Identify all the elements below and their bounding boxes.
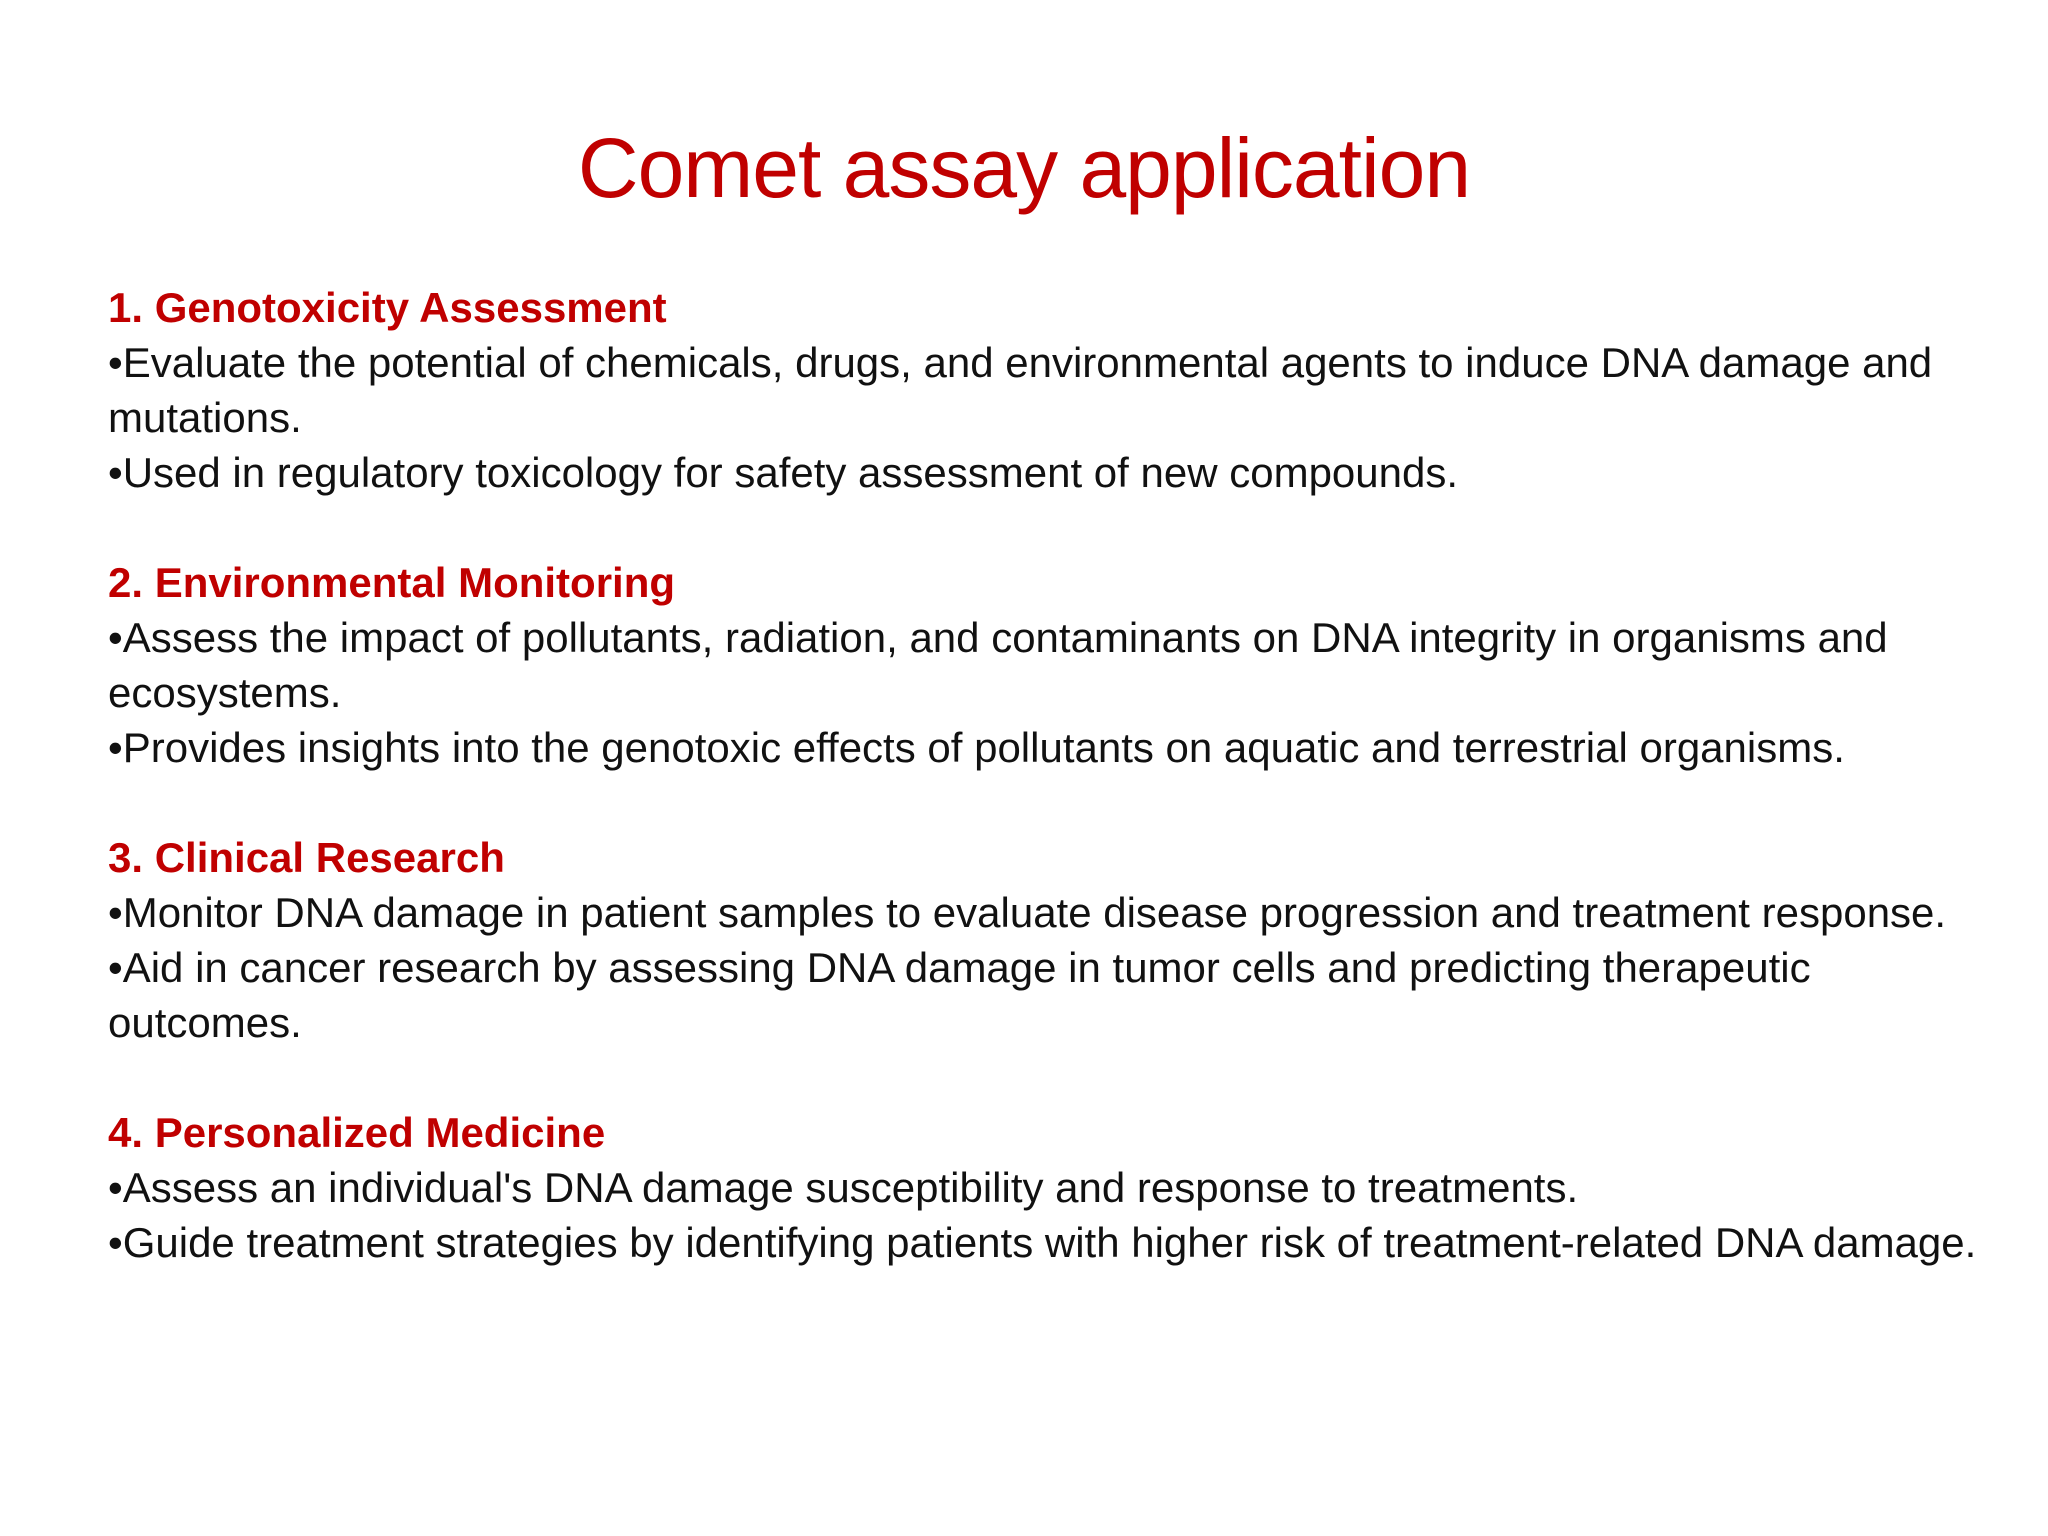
- bullet-item: •Monitor DNA damage in patient samples to evaluate disease progression and treatment response.: [108, 889, 1947, 936]
- section-heading: 2. Environmental Monitoring: [108, 559, 676, 606]
- slide-content: [108, 280, 1988, 1270]
- section-heading: 3. Clinical Research: [108, 834, 505, 881]
- section-personalized-medicine: [108, 1105, 1988, 1270]
- section-heading: 1. Genotoxicity Assessment: [108, 284, 667, 331]
- bullet-item: •Guide treatment strategies by identifying patients with higher risk of treatment-related DNA damage.: [108, 1219, 1977, 1266]
- bullet-item: •Aid in cancer research by assessing DNA damage in tumor cells and predicting therapeutic outcomes.: [108, 944, 1811, 1046]
- slide-title: Comet assay application: [577, 121, 1471, 215]
- section-genotoxicity-assessment: [108, 280, 1988, 500]
- bullet-item: •Assess an individual's DNA damage susceptibility and response to treatments.: [108, 1164, 1579, 1211]
- bullet-item: •Evaluate the potential of chemicals, drugs, and environmental agents to induce DNA damage and mutations.: [108, 339, 1933, 441]
- bullet-item: •Used in regulatory toxicology for safety assessment of new compounds.: [108, 449, 1459, 496]
- bullet-item: •Provides insights into the genotoxic effects of pollutants on aquatic and terrestrial organisms.: [108, 724, 1845, 771]
- section-environmental-monitoring: [108, 555, 1988, 775]
- section-clinical-research: [108, 830, 1988, 1050]
- section-heading: 4. Personalized Medicine: [108, 1109, 606, 1156]
- bullet-item: •Assess the impact of pollutants, radiation, and contaminants on DNA integrity in organisms and ecosystems.: [108, 614, 1888, 716]
